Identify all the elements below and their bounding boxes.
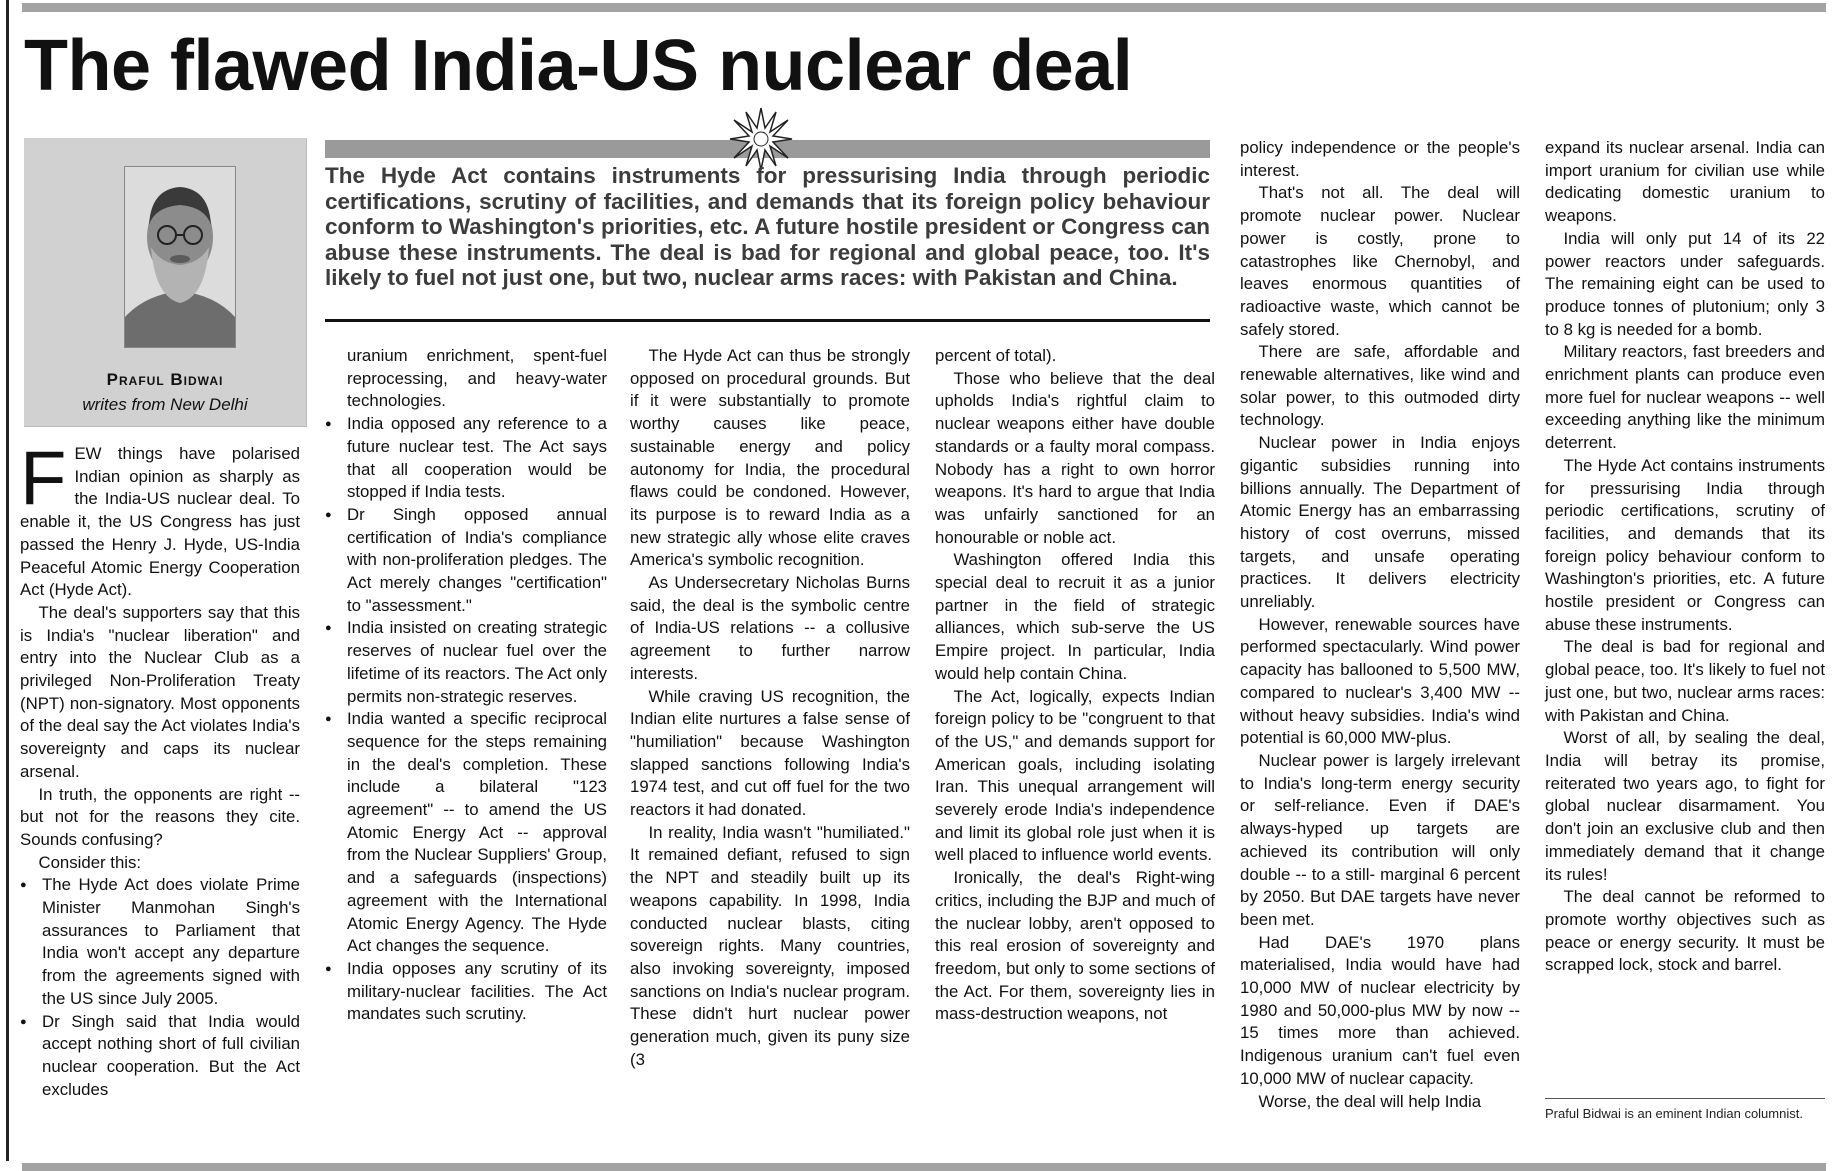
paragraph: The Hyde Act can thus be strongly opposed on procedural grounds. But if it were substantially to promote worthy causes like peace, sustainable energy and policy autonomy for India, the procedural flaws could be condoned. However, its purpose is to reward India as a new strategic ally whose elite craves America's symbolic recognition. — [630, 346, 910, 570]
bullet-item: ● The Hyde Act does violate Prime Minister Manmohan Singh's assurances to Parliament that India won't accept any departure from the agreements signed with the US since July 2005. — [20, 874, 300, 1010]
paragraph: Ironically, the deal's Right-wing critics, including the BJP and much of the nuclear lobby, aren't opposed to this real erosion of sovereignty and freedom, but only to some sections of the Act. For them, sovereignty lies in mass-destruction weapons, not — [935, 868, 1215, 1024]
paragraph: There are safe, affordable and renewable alternatives, like wind and solar power, to this outmoded dirty technology. — [1240, 342, 1520, 430]
bullet-item: ● Dr Singh said that India would accept nothing short of full civilian nuclear cooperation. But the Act excludes — [20, 1011, 300, 1102]
bullet-item: ● India wanted a specific reciprocal sequence for the steps remaining in the deal's completion. These include a bilateral "123 agreement" -- to amend the US Atomic Energy Act -- approval from the Nuclear Suppliers' Group, and a safeguards (inspections) agreement with the International Atomic Energy Agency. The Hyde Act changes the sequence. — [325, 708, 607, 958]
bullet-item: ● Dr Singh opposed annual certification of India's compliance with non-proliferation pledges. The Act merely changes "certification" to "assessment." — [325, 504, 607, 618]
paragraph: The Hyde Act contains instruments for pressurising India through periodic certifications, scrutiny of facilities, and demands that its foreign policy behaviour conform to Washington's priorities, etc. A future hostile president or Congress can abuse these instruments. — [1545, 455, 1825, 634]
author-location: writes from New Delhi — [82, 395, 248, 414]
paragraph: While craving US recognition, the Indian elite nurtures a false sense of "humiliation" because Washington slapped sanctions following India's 1974 test, and cut off fuel for the two reactors it had donated. — [630, 686, 910, 820]
paragraph: expand its nuclear arsenal. India can import uranium for civilian use while dedicating domestic uranium to weapons. — [1545, 138, 1825, 226]
paragraph: The deal is bad for regional and global peace, too. It's likely to fuel not just one, but two, nuclear arms races: with Pakistan and China. — [1545, 637, 1825, 725]
bullet-item: ● India insisted on creating strategic reserves of nuclear fuel over the lifetime of its reactors. The Act only permits non-strategic reserves. — [325, 617, 607, 708]
paragraph: Had DAE's 1970 plans materialised, India would have had 10,000 MW of nuclear electricity by 1980 and 50,000-plus MW by now -- 15 times more than achieved. Indigenous uranium can't fuel even 10,000 MW of nuclear capacity. — [1240, 932, 1520, 1088]
author-name: Praful Bidwai — [106, 370, 224, 389]
article-column-5 — [1240, 137, 1520, 1113]
bio-rule — [1545, 1098, 1825, 1099]
paragraph: As Undersecretary Nicholas Burns said, the deal is the symbolic centre of India-US relations -- a collusive agreement to further narrow interests. — [630, 573, 910, 683]
top-rule — [22, 3, 1826, 12]
paragraph: Those who believe that the deal upholds India's rightful claim to nuclear weapons either have double standards or a faulty moral compass. Nobody has a right to own horror weapons. It's hard to argue that India was unfairly sanctioned for an honourable or noble act. — [935, 368, 1215, 547]
paragraph: The deal cannot be reformed to promote worthy objectives such as peace or energy security. It must be scrapped lock, stock and barrel. — [1545, 887, 1825, 975]
paragraph — [20, 436, 300, 602]
drop-cap: F — [20, 436, 67, 521]
paragraph: uranium enrichment, spent-fuel reprocessing, and heavy-water technologies. — [347, 346, 607, 411]
headline: The flawed India-US nuclear deal — [24, 26, 1133, 106]
paragraph: Nuclear power is largely irrelevant to India's long-term energy security or self-reliance. Even if DAE's always-hyped up targets are achieved its contribution will only double -- to a still- marginal 6 percent by 2050. But DAE targets have never been met. — [1240, 750, 1520, 929]
paragraph: The Act, logically, expects Indian foreign policy to be "congruent to that of the US," and demands support for American goals, including isolating Iran. This unequal arrangement will severely erode India's independence and limit its global role just when it is well placed to influence world events. — [935, 686, 1215, 865]
paragraph: That's not all. The deal will promote nuclear power. Nuclear power is costly, prone to catastrophes like Chernobyl, and leaves enormous quantities of radioactive waste, which cannot be safely stored. — [1240, 183, 1520, 339]
paragraph-text: EW things have polarised Indian opinion as sharply as the India-US nuclear deal. To enable it, the US Congress has just passed the Henry J. Hyde, US-India Peaceful Atomic Energy Cooperation Act (Hyde Act). — [20, 444, 300, 600]
article-column-4 — [935, 345, 1215, 1026]
paragraph: Nuclear power in India enjoys gigantic subsidies running into billions annually. The Department of Atomic Energy has an embarrassing history of cost overruns, missed targets, and unsafe operating practices. It delivers electricity unreliably. — [1240, 433, 1520, 612]
paragraph: In reality, India wasn't "humiliated." It remained defiant, refused to sign the NPT and steadily built up its weapons capability. In 1998, India conducted nuclear blasts, citing sovereign rights. Many countries, also invoking sovereignty, imposed sanctions on India's nuclear program. These didn't hurt nuclear power generation much, given its puny size (3 — [630, 822, 910, 1069]
paragraph: percent of total). — [935, 346, 1057, 365]
article-column-1 — [20, 436, 300, 1101]
paragraph: India will only put 14 of its 22 power reactors under safeguards. The remaining eight can be used to produce tonnes of plutonium; only 3 to 8 kg is needed for a bomb. — [1545, 228, 1825, 339]
paragraph: Worse, the deal will help India — [1258, 1091, 1482, 1111]
article-column-3 — [630, 345, 910, 1072]
paragraph: The deal's supporters say that this is India's "nuclear liberation" and entry into the Nuclear Club as a privileged Non-Proliferation Treaty (NPT) non-signatory. Most opponents of the deal say the Act violates India's sovereignty and caps its nuclear arsenal. — [20, 602, 300, 781]
paragraph: Consider this: — [38, 852, 142, 872]
article-column-2 — [325, 345, 607, 1026]
paragraph: However, renewable sources have performed spectacularly. Wind power capacity has ballooned to 5,500 MW, compared to nuclear's 3,400 MW -- without heavy subsidies. India's wind potential is 60,000 MW-plus. — [1240, 614, 1520, 748]
paragraph: Military reactors, fast breeders and enrichment plants can produce even more fuel for nuclear weapons -- well exceeding anything like the minimum deterrent. — [1545, 342, 1825, 453]
bullet-item: ● India opposes any scrutiny of its military-nuclear facilities. The Act mandates such scrutiny. — [325, 958, 607, 1026]
pullquote: The Hyde Act contains instruments for pressurising India through periodic certifications, scrutiny of facilities, and demands that its foreign policy behaviour conform to Washington's priorities, etc. A future hostile president or Congress can abuse these instruments. The deal is bad for regional and global peace, too. It's likely to fuel not just one, but two, nuclear arms races: with Pakistan and China. — [325, 163, 1210, 290]
paragraph: policy independence or the people's interest. — [1240, 138, 1520, 180]
paragraph: In truth, the opponents are right -- but not for the reasons they cite. Sounds confusing? — [20, 784, 300, 849]
article-column-6 — [1545, 137, 1825, 977]
paragraph: Worst of all, by sealing the deal, India will betray its promise, reiterated two years ago, to fight for global nuclear disarmament. You don't join an exclusive club and then immediately demand that it change its rules! — [1545, 728, 1825, 884]
page-left-border — [6, 0, 9, 1161]
author-bio: Praful Bidwai is an eminent Indian columnist. — [1545, 1106, 1803, 1121]
author-box — [24, 138, 307, 427]
bottom-rule — [22, 1163, 1826, 1171]
paragraph: Washington offered India this special deal to recruit it as a junior partner in the field of strategic alliances, which sub-serve the US Empire project. In particular, India would help contain China. — [935, 550, 1215, 683]
bullet-item: ● India opposed any reference to a future nuclear test. The Act says that all cooperation would be stopped if India tests. — [325, 413, 607, 504]
author-photo — [124, 166, 236, 348]
pullquote-bottom-rule — [325, 319, 1210, 322]
